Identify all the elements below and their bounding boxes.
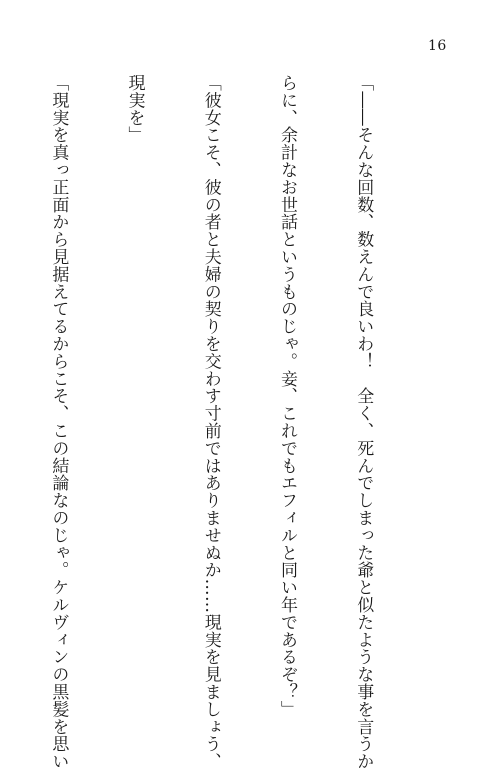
text-line: 「現実を真っ正面から見据えてるからこそ、この結論なのじゃ。ケルヴィンの黒髪を思い: [48, 74, 69, 770]
text-line: 「――そんな回数、数えんで良いわ！ 全く、死んでしまった爺と似たような事を言うか: [353, 74, 374, 770]
text-line: らに、余計なお世話というものじゃ。妾、これでもエフィルと同い年であるぞ？」: [276, 74, 297, 718]
text-line: 「彼女こそ、彼の者と夫婦の契りを交わす寸前ではありませぬか……現実を見ましょう、: [200, 74, 221, 770]
text-line: 現実を」: [124, 74, 145, 144]
page-number: 16: [428, 38, 447, 54]
body-text: [0, 74, 426, 770]
